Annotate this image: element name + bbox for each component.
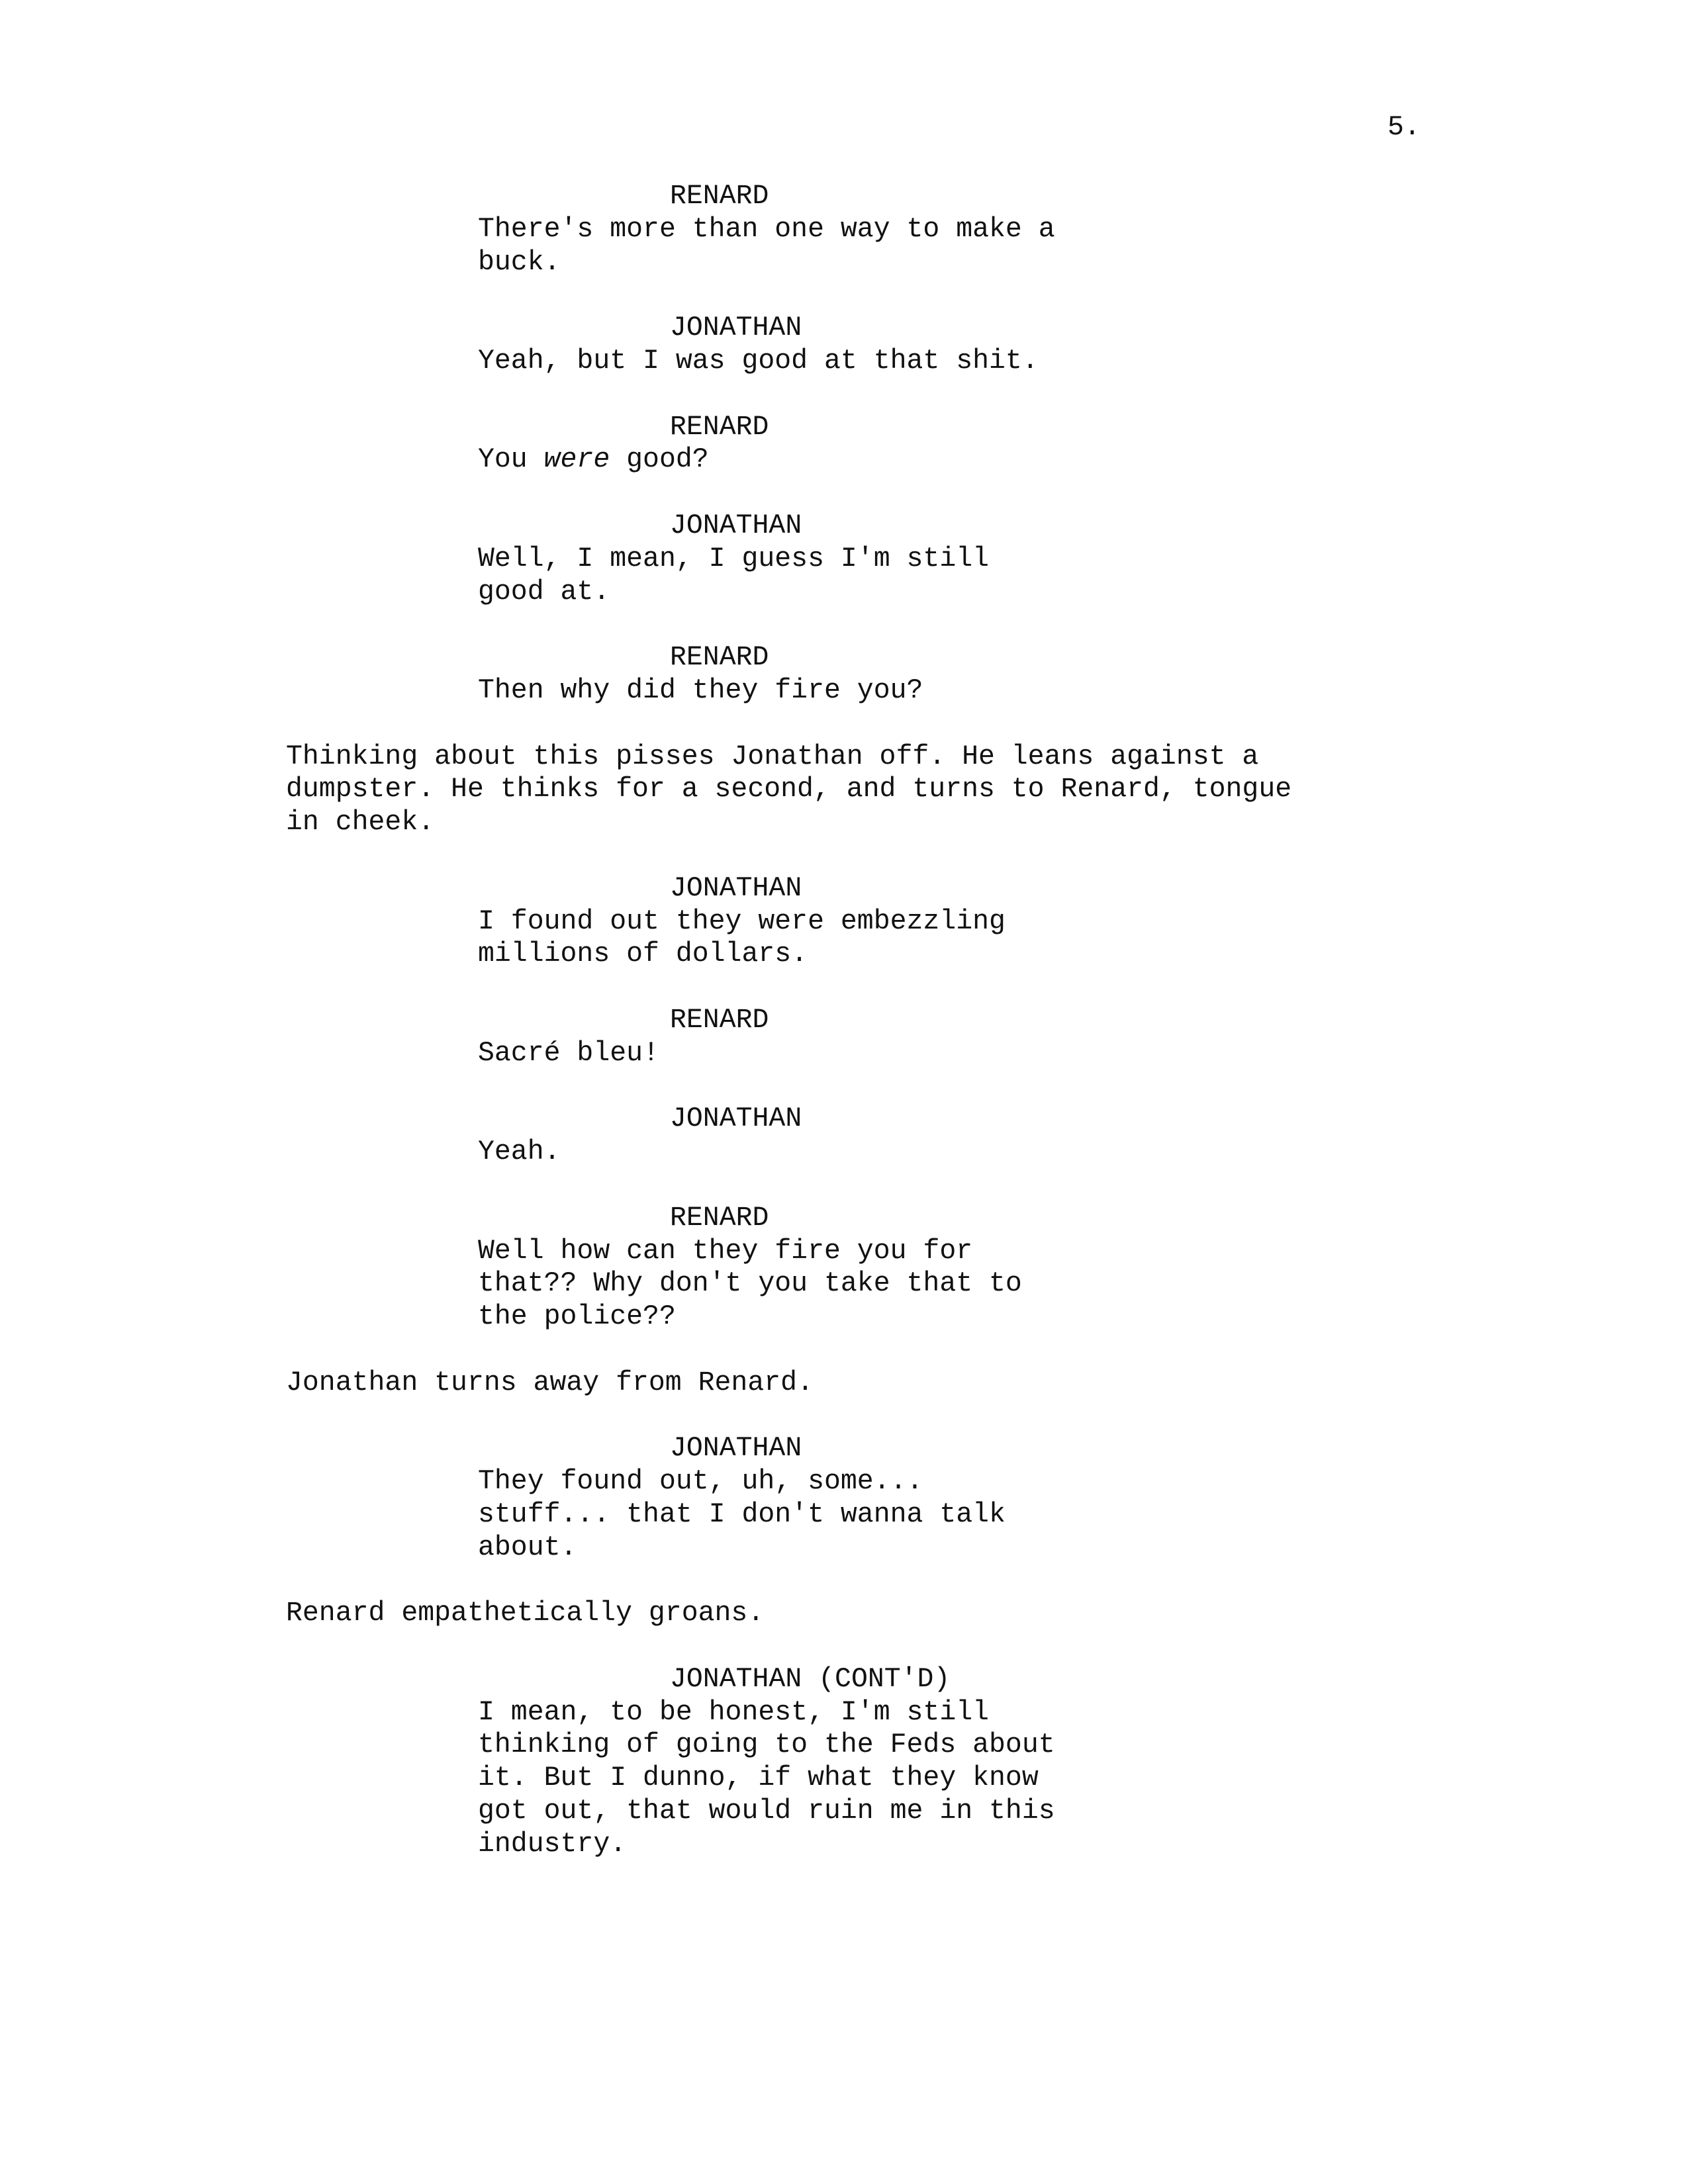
- dialogue-text: There's more than one way to make a buck.: [478, 213, 1055, 278]
- dialogue-block: [286, 1103, 1544, 1169]
- character-name: RENARD: [670, 181, 769, 212]
- character-name: JONATHAN: [670, 1103, 802, 1135]
- character-name: RENARD: [670, 1202, 769, 1234]
- dialogue-text-part: good?: [610, 444, 709, 476]
- dialogue-block: [286, 1663, 1544, 1861]
- dialogue-block: [286, 872, 1544, 971]
- dialogue-text: Yeah, but I was good at that shit.: [478, 345, 1039, 377]
- character-name: JONATHAN: [670, 510, 802, 541]
- dialogue-emphasis: were: [543, 444, 610, 476]
- dialogue-block: [286, 180, 1544, 279]
- dialogue-block: [286, 1004, 1544, 1070]
- dialogue-text: [478, 443, 1166, 477]
- character-name: RENARD: [670, 642, 769, 674]
- action-line: Thinking about this pisses Jonathan off. He leans against a dumpster. He thinks for a second, and turns to Renard, tongue in cheek.: [286, 741, 1292, 839]
- dialogue-text: Yeah.: [478, 1136, 561, 1168]
- action-line: Renard empathetically groans.: [286, 1598, 765, 1629]
- dialogue-block: [286, 1432, 1544, 1564]
- dialogue-text-part: You: [478, 444, 544, 476]
- page-number: 5.: [1387, 112, 1421, 143]
- dialogue-text: Well, I mean, I guess I'm still good at.: [478, 543, 990, 608]
- character-name: RENARD: [670, 1004, 769, 1036]
- screenplay-body: [286, 180, 1544, 1861]
- dialogue-block: [286, 510, 1544, 608]
- dialogue-text: Sacré bleu!: [478, 1037, 659, 1069]
- dialogue-block: [286, 312, 1544, 378]
- dialogue-text: I found out they were embezzling millions of dollars.: [478, 905, 1006, 970]
- dialogue-text: I mean, to be honest, I'm still thinking of going to the Feds about it. But I dunno, if what they know got out, that would ruin me in this industry.: [478, 1696, 1055, 1860]
- dialogue-text: Well how can they fire you for that?? Why don't you take that to the police??: [478, 1235, 1022, 1333]
- character-name: JONATHAN: [670, 312, 802, 344]
- character-name: JONATHAN (CONT'D): [670, 1663, 951, 1695]
- dialogue-block: [286, 411, 1544, 477]
- dialogue-block: [286, 641, 1544, 707]
- character-name: JONATHAN: [670, 872, 802, 904]
- dialogue-text: Then why did they fire you?: [478, 674, 923, 706]
- dialogue-text: They found out, uh, some... stuff... that I don't wanna talk about.: [478, 1466, 1006, 1563]
- character-name: JONATHAN: [670, 1433, 802, 1465]
- dialogue-block: [286, 1202, 1544, 1334]
- character-name: RENARD: [670, 411, 769, 443]
- action-line: Jonathan turns away from Renard.: [286, 1367, 814, 1398]
